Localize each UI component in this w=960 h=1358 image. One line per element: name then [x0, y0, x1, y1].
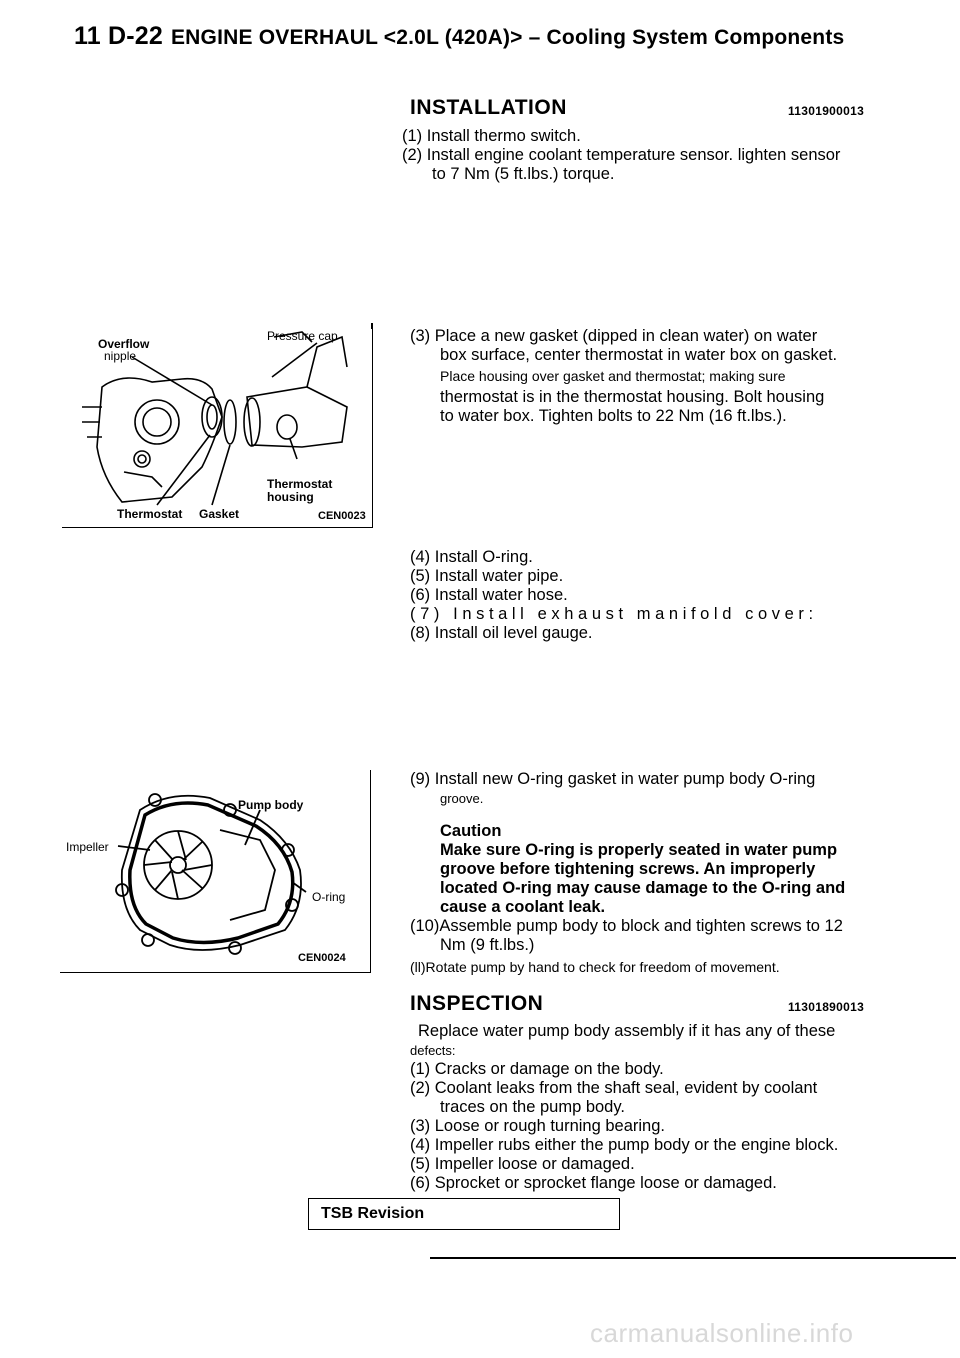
step-6: (6) Install water hose.: [410, 586, 568, 604]
installation-title: INSTALLATION: [410, 96, 567, 119]
step-7: (7) Install exhaust manifold cover:: [410, 605, 818, 623]
label-pressure-cap: Pressure cap: [267, 329, 338, 343]
tsb-revision-label: TSB Revision: [321, 1205, 425, 1222]
installation-code: 11301900013: [788, 104, 865, 118]
step-3-line-1: (3) Place a new gasket (dipped in clean water) on water: [410, 327, 818, 345]
label-pump-body: Pump body: [238, 798, 304, 812]
step-9-line-2: groove.: [440, 791, 484, 806]
inspection-item-2: (2) Coolant leaks from the shaft seal, evident by coolant: [410, 1079, 818, 1097]
label-thermostat-housing-1: Thermostat: [267, 477, 333, 491]
step-3-line-5: to water box. Tighten bolts to 22 Nm (16 ft.lbs.).: [440, 407, 787, 425]
inspection-code: 11301890013: [788, 1000, 865, 1014]
installation-steps-4-8: [410, 548, 880, 643]
inspection-intro-2: defects:: [410, 1043, 456, 1058]
inspection-intro-1: Replace water pump body assembly if it has any of these: [418, 1022, 836, 1040]
figure1-code: CEN0023: [318, 510, 366, 522]
label-thermostat: Thermostat: [117, 507, 183, 521]
water-pump-figure: [60, 770, 371, 973]
inspection-item-5: (5) Impeller loose or damaged.: [410, 1155, 635, 1173]
label-o-ring: O-ring: [312, 890, 346, 904]
label-nipple: nipple: [104, 349, 137, 363]
caution-line-3: located O-ring may cause damage to the O-ring and: [440, 879, 846, 897]
page-header-text: 11 D-22: [74, 22, 163, 50]
label-gasket: Gasket: [199, 507, 240, 521]
inspection-item-2-cont: traces on the pump body.: [440, 1098, 625, 1116]
tsb-revision-box: [308, 1198, 620, 1230]
label-impeller: Impeller: [66, 840, 109, 854]
inspection-title: INSPECTION: [410, 992, 544, 1015]
inspection-item-4: (4) Impeller rubs either the pump body or the engine block.: [410, 1136, 839, 1154]
step-8: (8) Install oil level gauge.: [410, 624, 593, 642]
step-10-line-2: Nm (9 ft.lbs.): [440, 936, 535, 954]
installation-steps-1-2: [402, 127, 882, 184]
footer-rule: [430, 1257, 956, 1259]
figure2-code: CEN0024: [298, 952, 346, 964]
page-title: ENGINE OVERHAUL <2.0L (420A)> – Cooling System Components: [170, 26, 845, 49]
installation-steps-9-11: [410, 770, 880, 977]
label-overflow: Overflow: [98, 337, 150, 351]
page-header: [74, 22, 844, 51]
watermark: carmanualsonline.info: [590, 1318, 854, 1348]
caution-line-1: Make sure O-ring is properly seated in water pump: [440, 841, 838, 859]
installation-step-3: [410, 327, 880, 426]
caution-title: Caution: [440, 822, 502, 840]
thermostat-figure: [62, 327, 373, 528]
inspection-item-6: (6) Sprocket or sprocket flange loose or damaged.: [410, 1174, 777, 1192]
step-4: (4) Install O-ring.: [410, 548, 533, 566]
step-3-line-3: Place housing over gasket and thermostat; making sure: [440, 368, 786, 384]
step-2-cont: to 7 Nm (5 ft.lbs.) torque.: [432, 165, 615, 183]
step-9-line-1: (9) Install new O-ring gasket in water pump body O-ring: [410, 770, 816, 788]
step-2: (2) Install engine coolant temperature sensor. lighten sensor: [402, 146, 841, 164]
caution-line-2: groove before tightening screws. An improperly: [440, 860, 816, 878]
step-1: (1) Install thermo switch.: [402, 127, 581, 145]
step-10-line-1: (10)Assemble pump body to block and tighten screws to 12: [410, 917, 843, 935]
step-3-line-2: box surface, center thermostat in water box on gasket.: [440, 346, 838, 364]
inspection-body: [410, 1022, 880, 1193]
step-3-line-4: thermostat is in the thermostat housing. Bolt housing: [440, 388, 825, 406]
caution-line-4: cause a coolant leak.: [440, 898, 606, 916]
water-pump-diagram-icon: [60, 770, 370, 972]
label-thermostat-housing-2: housing: [267, 490, 314, 504]
step-5: (5) Install water pipe.: [410, 567, 564, 585]
step-11: (ll)Rotate pump by hand to check for freedom of movement.: [410, 959, 780, 975]
inspection-item-1: (1) Cracks or damage on the body.: [410, 1060, 664, 1078]
inspection-item-3: (3) Loose or rough turning bearing.: [410, 1117, 665, 1135]
figure1-corner-mark: [371, 323, 373, 329]
